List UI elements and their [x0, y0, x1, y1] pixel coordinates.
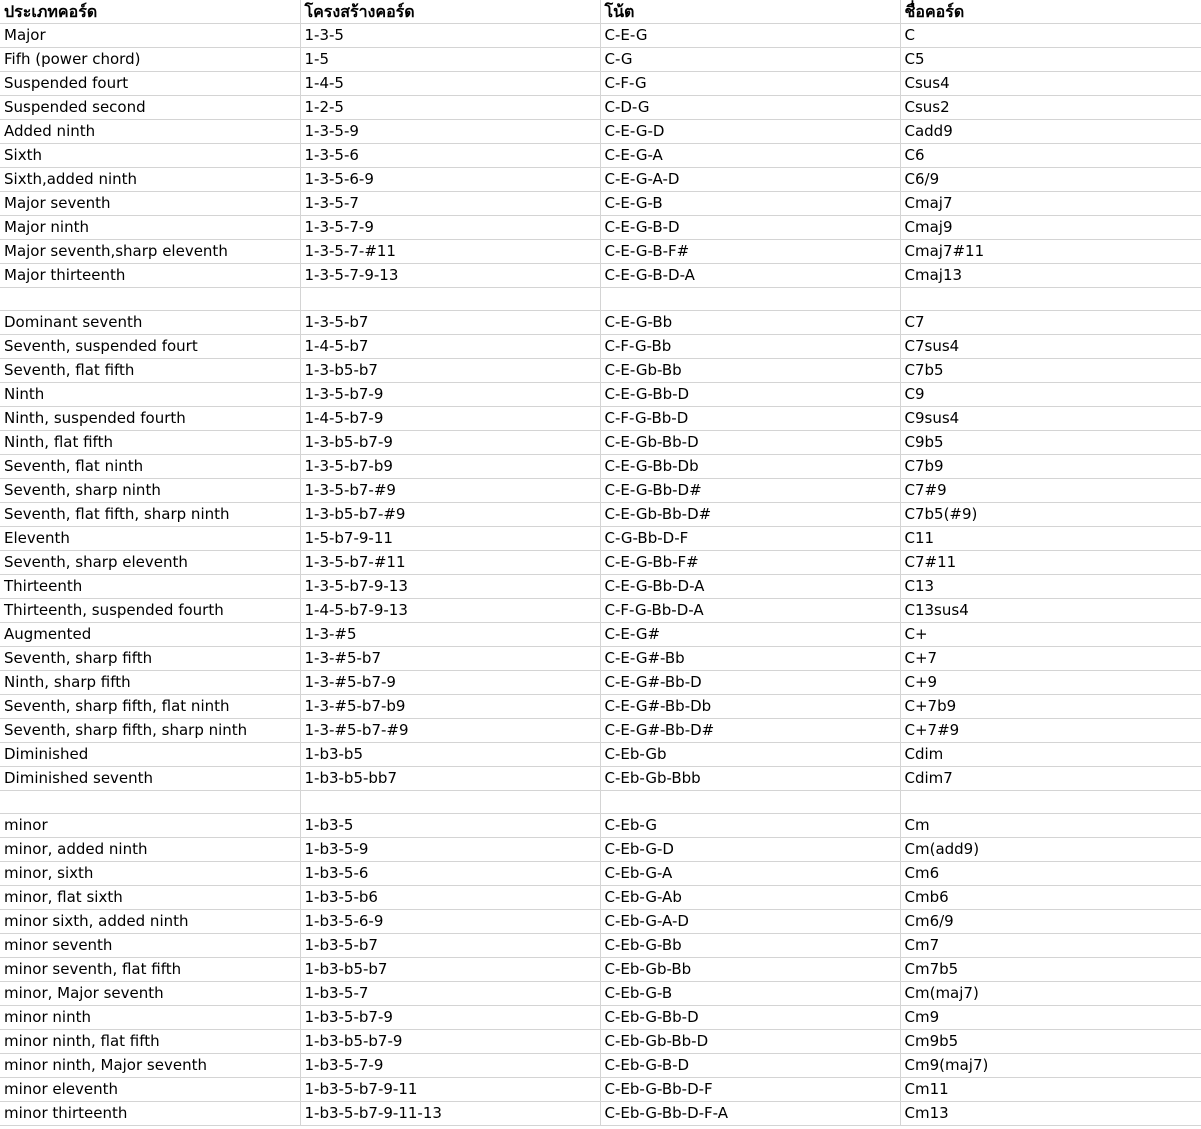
chord-structure-cell[interactable]: 1-3-5-7: [300, 192, 600, 216]
table-row: [0, 743, 1201, 767]
table-row: [0, 695, 1201, 719]
chord-name-cell[interactable]: Cdim: [900, 743, 1201, 767]
notes-cell[interactable]: C-Eb-G-D: [600, 838, 900, 862]
table-row: [0, 647, 1201, 671]
notes-cell[interactable]: C-Eb-G-Bb-D: [600, 1006, 900, 1030]
chord-structure-cell[interactable]: [300, 288, 600, 311]
chord-name-cell[interactable]: Cm13: [900, 1102, 1201, 1126]
table-row: [0, 910, 1201, 934]
chord-name-cell[interactable]: Cm(add9): [900, 838, 1201, 862]
chord-type-cell[interactable]: Ninth: [0, 383, 300, 407]
chord-structure-cell[interactable]: 1-b3-5-b7: [300, 934, 600, 958]
notes-cell[interactable]: C-E-G-D: [600, 120, 900, 144]
notes-cell[interactable]: C-E-G#-Bb: [600, 647, 900, 671]
chord-name-cell[interactable]: Cm6/9: [900, 910, 1201, 934]
chord-name-cell[interactable]: Cmaj9: [900, 216, 1201, 240]
notes-cell[interactable]: C-F-G-Bb-D: [600, 407, 900, 431]
notes-cell[interactable]: C-E-G-Bb: [600, 311, 900, 335]
chord-name-cell[interactable]: C+: [900, 623, 1201, 647]
chord-name-cell[interactable]: C7#9: [900, 479, 1201, 503]
table-row: [0, 1102, 1201, 1126]
chord-name-cell[interactable]: Cdim7: [900, 767, 1201, 791]
chord-structure-cell[interactable]: 1-b3-5-6: [300, 862, 600, 886]
header-notes[interactable]: โน้ต: [600, 0, 900, 24]
notes-cell[interactable]: C-Eb-G-A: [600, 862, 900, 886]
table-row: [0, 982, 1201, 1006]
table-row: [0, 216, 1201, 240]
chord-name-cell[interactable]: C9: [900, 383, 1201, 407]
chord-type-cell[interactable]: Ninth, suspended fourth: [0, 407, 300, 431]
chord-name-cell[interactable]: C+7#9: [900, 719, 1201, 743]
notes-cell[interactable]: C-E-G#: [600, 623, 900, 647]
chord-structure-cell[interactable]: 1-4-5: [300, 72, 600, 96]
chord-name-cell[interactable]: [900, 791, 1201, 814]
chord-structure-cell[interactable]: 1-2-5: [300, 96, 600, 120]
chord-type-cell[interactable]: minor thirteenth: [0, 1102, 300, 1126]
notes-cell[interactable]: C-E-G-A-D: [600, 168, 900, 192]
table-row: [0, 72, 1201, 96]
chord-structure-cell[interactable]: 1-3-5-7-9: [300, 216, 600, 240]
notes-cell[interactable]: C-E-G-Bb-D-A: [600, 575, 900, 599]
chord-type-cell[interactable]: Thirteenth: [0, 575, 300, 599]
chord-name-cell[interactable]: C7b5(#9): [900, 503, 1201, 527]
chord-structure-cell[interactable]: 1-b3-5-b7-9-11: [300, 1078, 600, 1102]
notes-cell[interactable]: C-Eb-Gb-Bb-D: [600, 1030, 900, 1054]
notes-cell[interactable]: C-G-Bb-D-F: [600, 527, 900, 551]
chord-structure-cell[interactable]: 1-3-5-7-#11: [300, 240, 600, 264]
notes-cell[interactable]: C-Eb-G-Bb: [600, 934, 900, 958]
chord-structure-cell[interactable]: 1-3-5-7-9-13: [300, 264, 600, 288]
chord-structure-cell[interactable]: 1-3-5-b7: [300, 311, 600, 335]
notes-cell[interactable]: C-E-G#-Bb-Db: [600, 695, 900, 719]
chord-name-cell[interactable]: C7: [900, 311, 1201, 335]
table-row: [0, 335, 1201, 359]
chord-type-cell[interactable]: minor seventh, flat fifth: [0, 958, 300, 982]
chord-structure-cell[interactable]: 1-3-5-b7-#11: [300, 551, 600, 575]
notes-cell[interactable]: C-E-G-A: [600, 144, 900, 168]
table-row: [0, 168, 1201, 192]
chord-name-cell[interactable]: C+7: [900, 647, 1201, 671]
chord-structure-cell[interactable]: [300, 791, 600, 814]
chord-structure-cell[interactable]: 1-b3-5-9: [300, 838, 600, 862]
chord-type-cell[interactable]: minor, flat sixth: [0, 886, 300, 910]
chord-name-cell[interactable]: Cm9(maj7): [900, 1054, 1201, 1078]
chord-type-cell[interactable]: Seventh, flat ninth: [0, 455, 300, 479]
chord-type-cell[interactable]: minor: [0, 814, 300, 838]
chord-name-cell[interactable]: Cadd9: [900, 120, 1201, 144]
chord-type-cell[interactable]: minor ninth, Major seventh: [0, 1054, 300, 1078]
chord-type-cell[interactable]: Major: [0, 24, 300, 48]
table-row: [0, 503, 1201, 527]
chord-name-cell[interactable]: C5: [900, 48, 1201, 72]
header-row-group: [0, 0, 1201, 24]
chord-name-cell[interactable]: C11: [900, 527, 1201, 551]
chord-type-cell[interactable]: Ninth, flat fifth: [0, 431, 300, 455]
chord-name-cell[interactable]: Cm7: [900, 934, 1201, 958]
notes-cell[interactable]: C-F-G-Bb-D-A: [600, 599, 900, 623]
header-chord-name[interactable]: ชื่อคอร์ด: [900, 0, 1201, 24]
table-row: [0, 1054, 1201, 1078]
chord-structure-cell[interactable]: 1-b3-5-7: [300, 982, 600, 1006]
chord-structure-cell[interactable]: 1-3-b5-b7: [300, 359, 600, 383]
table-row: [0, 719, 1201, 743]
chord-structure-cell[interactable]: 1-3-5-b7-#9: [300, 479, 600, 503]
chord-type-cell[interactable]: Sixth,added ninth: [0, 168, 300, 192]
notes-cell[interactable]: C-E-Gb-Bb-D#: [600, 503, 900, 527]
table-row: [0, 838, 1201, 862]
chord-structure-cell[interactable]: 1-b3-5-7-9: [300, 1054, 600, 1078]
table-row: [0, 383, 1201, 407]
notes-cell[interactable]: C-E-Gb-Bb: [600, 359, 900, 383]
chord-name-cell[interactable]: C9b5: [900, 431, 1201, 455]
chord-name-cell[interactable]: C7#11: [900, 551, 1201, 575]
chord-type-cell[interactable]: Fifh (power chord): [0, 48, 300, 72]
table-row: [0, 479, 1201, 503]
chord-name-cell[interactable]: Cm11: [900, 1078, 1201, 1102]
chord-type-cell[interactable]: Added ninth: [0, 120, 300, 144]
chord-structure-cell[interactable]: 1-3-#5: [300, 623, 600, 647]
chord-structure-cell[interactable]: 1-3-5-6-9: [300, 168, 600, 192]
table-row: [0, 240, 1201, 264]
chord-type-cell[interactable]: minor ninth: [0, 1006, 300, 1030]
table-row: [0, 599, 1201, 623]
notes-cell[interactable]: C-Eb-G-Bb-D-F: [600, 1078, 900, 1102]
table-row: [0, 527, 1201, 551]
chord-name-cell[interactable]: C+9: [900, 671, 1201, 695]
chord-type-cell[interactable]: Major seventh: [0, 192, 300, 216]
notes-cell[interactable]: C-E-G-B-D: [600, 216, 900, 240]
notes-cell[interactable]: C-E-G#-Bb-D#: [600, 719, 900, 743]
chord-name-cell[interactable]: C13sus4: [900, 599, 1201, 623]
notes-cell[interactable]: C-Eb-G-Bb-D-F-A: [600, 1102, 900, 1126]
table-row: [0, 144, 1201, 168]
chord-structure-cell[interactable]: 1-b3-5-b7-9-11-13: [300, 1102, 600, 1126]
chord-type-cell[interactable]: Dominant seventh: [0, 311, 300, 335]
table-row: [0, 48, 1201, 72]
chord-type-cell[interactable]: Major thirteenth: [0, 264, 300, 288]
chord-type-cell[interactable]: Seventh, flat fifth: [0, 359, 300, 383]
table-row: [0, 814, 1201, 838]
notes-cell[interactable]: C-Eb-Gb-Bb: [600, 958, 900, 982]
notes-cell[interactable]: C-Eb-Gb: [600, 743, 900, 767]
table-body: [0, 24, 1201, 1126]
chord-name-cell[interactable]: C: [900, 24, 1201, 48]
table-row: [0, 120, 1201, 144]
chord-name-cell[interactable]: Csus4: [900, 72, 1201, 96]
chord-type-cell[interactable]: minor, sixth: [0, 862, 300, 886]
notes-cell[interactable]: C-E-G-Bb-D: [600, 383, 900, 407]
chord-structure-cell[interactable]: 1-4-5-b7-9-13: [300, 599, 600, 623]
table-row: [0, 288, 1201, 311]
header-row: [0, 0, 1201, 24]
notes-cell[interactable]: C-E-G#-Bb-D: [600, 671, 900, 695]
chord-name-cell[interactable]: Cmb6: [900, 886, 1201, 910]
table-row: [0, 311, 1201, 335]
notes-cell[interactable]: C-Eb-Gb-Bbb: [600, 767, 900, 791]
chord-name-cell[interactable]: C6: [900, 144, 1201, 168]
table-row: [0, 958, 1201, 982]
chord-type-cell[interactable]: Suspended second: [0, 96, 300, 120]
chord-type-cell[interactable]: minor, added ninth: [0, 838, 300, 862]
table-row: [0, 623, 1201, 647]
chord-structure-cell[interactable]: 1-4-5-b7-9: [300, 407, 600, 431]
notes-cell[interactable]: C-Eb-G-B: [600, 982, 900, 1006]
table-row: [0, 192, 1201, 216]
chord-structure-cell[interactable]: 1-b3-5: [300, 814, 600, 838]
chord-name-cell[interactable]: C+7b9: [900, 695, 1201, 719]
chord-type-cell[interactable]: Major seventh,sharp eleventh: [0, 240, 300, 264]
chord-type-cell[interactable]: Seventh, sharp ninth: [0, 479, 300, 503]
chord-name-cell[interactable]: Cm6: [900, 862, 1201, 886]
chord-type-cell[interactable]: Seventh, sharp fifth: [0, 647, 300, 671]
table-row: [0, 767, 1201, 791]
chord-structure-cell[interactable]: 1-b3-b5-b7: [300, 958, 600, 982]
notes-cell[interactable]: C-Eb-G: [600, 814, 900, 838]
notes-cell[interactable]: [600, 288, 900, 311]
chord-type-cell[interactable]: minor eleventh: [0, 1078, 300, 1102]
chord-name-cell[interactable]: C7b5: [900, 359, 1201, 383]
chord-name-cell[interactable]: C7sus4: [900, 335, 1201, 359]
chord-type-cell[interactable]: Major ninth: [0, 216, 300, 240]
notes-cell[interactable]: C-D-G: [600, 96, 900, 120]
table-row: [0, 551, 1201, 575]
table-row: [0, 96, 1201, 120]
chord-structure-cell[interactable]: 1-3-5-b7-9-13: [300, 575, 600, 599]
notes-cell[interactable]: C-E-G-Bb-F#: [600, 551, 900, 575]
table-row: [0, 1078, 1201, 1102]
notes-cell[interactable]: C-G: [600, 48, 900, 72]
notes-cell[interactable]: C-E-G-Bb-Db: [600, 455, 900, 479]
chord-type-cell[interactable]: [0, 288, 300, 311]
chord-type-cell[interactable]: Sixth: [0, 144, 300, 168]
chord-structure-cell[interactable]: 1-b3-b5-bb7: [300, 767, 600, 791]
table-row: [0, 575, 1201, 599]
table-row: [0, 934, 1201, 958]
table-row: [0, 791, 1201, 814]
chord-type-cell[interactable]: minor, Major seventh: [0, 982, 300, 1006]
chord-type-cell[interactable]: Seventh, sharp fifth, sharp ninth: [0, 719, 300, 743]
table-row: [0, 886, 1201, 910]
table-row: [0, 862, 1201, 886]
notes-cell[interactable]: C-E-G: [600, 24, 900, 48]
chord-type-cell[interactable]: Thirteenth, suspended fourth: [0, 599, 300, 623]
chord-structure-cell[interactable]: 1-3-#5-b7-9: [300, 671, 600, 695]
notes-cell[interactable]: C-Eb-G-A-D: [600, 910, 900, 934]
chord-structure-cell[interactable]: 1-3-#5-b7-b9: [300, 695, 600, 719]
chord-structure-cell[interactable]: 1-3-5: [300, 24, 600, 48]
notes-cell[interactable]: C-Eb-G-Ab: [600, 886, 900, 910]
chord-structure-cell[interactable]: 1-b3-b5-b7-9: [300, 1030, 600, 1054]
notes-cell[interactable]: C-Eb-G-B-D: [600, 1054, 900, 1078]
chord-structure-cell[interactable]: 1-5: [300, 48, 600, 72]
chord-type-cell[interactable]: Diminished: [0, 743, 300, 767]
chord-type-cell[interactable]: [0, 791, 300, 814]
chord-name-cell[interactable]: C9sus4: [900, 407, 1201, 431]
chord-name-cell[interactable]: Cmaj13: [900, 264, 1201, 288]
chord-name-cell[interactable]: C7b9: [900, 455, 1201, 479]
chord-name-cell[interactable]: [900, 288, 1201, 311]
notes-cell[interactable]: C-E-G-B-D-A: [600, 264, 900, 288]
chord-structure-cell[interactable]: 1-3-5-b7-9: [300, 383, 600, 407]
chord-name-cell[interactable]: Cmaj7#11: [900, 240, 1201, 264]
table-row: [0, 264, 1201, 288]
table-row: [0, 431, 1201, 455]
notes-cell[interactable]: C-F-G: [600, 72, 900, 96]
chord-structure-cell[interactable]: 1-3-#5-b7: [300, 647, 600, 671]
notes-cell[interactable]: C-E-Gb-Bb-D: [600, 431, 900, 455]
chord-structure-cell[interactable]: 1-3-5-6: [300, 144, 600, 168]
chord-type-cell[interactable]: Seventh, sharp fifth, flat ninth: [0, 695, 300, 719]
chord-structure-cell[interactable]: 1-3-#5-b7-#9: [300, 719, 600, 743]
chord-type-cell[interactable]: Seventh, sharp eleventh: [0, 551, 300, 575]
chord-name-cell[interactable]: Csus2: [900, 96, 1201, 120]
notes-cell[interactable]: C-E-G-B-F#: [600, 240, 900, 264]
chord-name-cell[interactable]: Cm9b5: [900, 1030, 1201, 1054]
chord-name-cell[interactable]: Cm9: [900, 1006, 1201, 1030]
chord-name-cell[interactable]: Cm7b5: [900, 958, 1201, 982]
chord-structure-cell[interactable]: 1-3-5-b7-b9: [300, 455, 600, 479]
notes-cell[interactable]: [600, 791, 900, 814]
chord-type-cell[interactable]: Ninth, sharp fifth: [0, 671, 300, 695]
table-row: [0, 671, 1201, 695]
chord-structure-cell[interactable]: 1-4-5-b7: [300, 335, 600, 359]
notes-cell[interactable]: C-E-G-Bb-D#: [600, 479, 900, 503]
chord-name-cell[interactable]: Cm(maj7): [900, 982, 1201, 1006]
chord-type-cell[interactable]: Diminished seventh: [0, 767, 300, 791]
table-row: [0, 455, 1201, 479]
chord-type-cell[interactable]: minor sixth, added ninth: [0, 910, 300, 934]
chord-name-cell[interactable]: Cmaj7: [900, 192, 1201, 216]
chord-structure-cell[interactable]: 1-b3-5-b6: [300, 886, 600, 910]
chord-structure-cell[interactable]: 1-5-b7-9-11: [300, 527, 600, 551]
table-row: [0, 407, 1201, 431]
notes-cell[interactable]: C-F-G-Bb: [600, 335, 900, 359]
table-row: [0, 24, 1201, 48]
chord-structure-cell[interactable]: 1-3-b5-b7-9: [300, 431, 600, 455]
chord-type-cell[interactable]: Suspended fourt: [0, 72, 300, 96]
chord-type-cell[interactable]: minor seventh: [0, 934, 300, 958]
chord-structure-cell[interactable]: 1-3-5-9: [300, 120, 600, 144]
chord-name-cell[interactable]: C6/9: [900, 168, 1201, 192]
header-chord-structure[interactable]: โครงสร้างคอร์ด: [300, 0, 600, 24]
chord-type-cell[interactable]: Seventh, suspended fourt: [0, 335, 300, 359]
notes-cell[interactable]: C-E-G-B: [600, 192, 900, 216]
table-row: [0, 1006, 1201, 1030]
chord-type-cell[interactable]: Seventh, flat fifth, sharp ninth: [0, 503, 300, 527]
chord-type-cell[interactable]: Augmented: [0, 623, 300, 647]
chord-type-cell[interactable]: Eleventh: [0, 527, 300, 551]
chord-structure-cell[interactable]: 1-3-b5-b7-#9: [300, 503, 600, 527]
header-chord-type[interactable]: ประเภทคอร์ด: [0, 0, 300, 24]
chord-name-cell[interactable]: Cm: [900, 814, 1201, 838]
table-row: [0, 359, 1201, 383]
chord-structure-cell[interactable]: 1-b3-5-b7-9: [300, 1006, 600, 1030]
chord-structure-cell[interactable]: 1-b3-5-6-9: [300, 910, 600, 934]
chord-name-cell[interactable]: C13: [900, 575, 1201, 599]
chord-structure-cell[interactable]: 1-b3-b5: [300, 743, 600, 767]
table-row: [0, 1030, 1201, 1054]
chord-type-cell[interactable]: minor ninth, flat fifth: [0, 1030, 300, 1054]
